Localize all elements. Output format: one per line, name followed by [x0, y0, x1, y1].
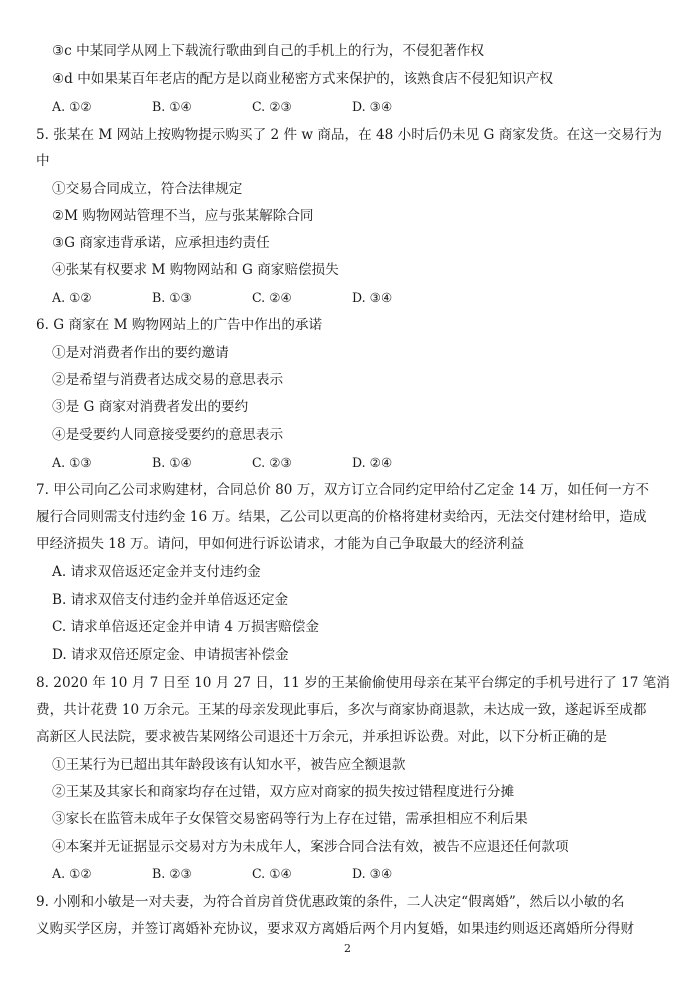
q5-statement-1: ①交易合同成立，符合法律规定	[52, 181, 243, 197]
q6-statement-4: ④是受要约人同意接受要约的意思表示	[52, 427, 284, 443]
q8-statement-2: ②王某及其家长和商家均存在过错，双方应对商家的损失按过错程度进行分摊	[52, 784, 515, 800]
q4-options	[52, 97, 392, 117]
q8-option-a: A. ①②	[52, 866, 92, 881]
q6-option-a: A. ①③	[52, 455, 92, 470]
q8-option-b: B. ②③	[152, 866, 192, 881]
q8-option-c: C. ①④	[252, 866, 292, 881]
q5-option-a: A. ①②	[52, 290, 92, 305]
q8-stem-line-2: 费，共计花费 10 万余元。王某的母亲发现此事后，多次与商家协商退款，未达成一致，遂起诉至成都	[36, 702, 647, 718]
q7-option-c: C. 请求单倍返还定金并申请 4 万损害赔偿金	[52, 619, 319, 635]
q6-statement-3: ③是 G 商家对消费者发出的要约	[52, 399, 249, 415]
q7-stem-line-1: 7. 甲公司向乙公司求购建材，合同总价 80 万，双方订立合同约定甲给付乙定金 14 万，如任何一方不	[36, 482, 649, 498]
q4-option-a: A. ①②	[52, 99, 92, 114]
q8-option-d: D. ③④	[352, 866, 393, 881]
q7-option-a: A. 请求双倍返还定金并支付违约金	[52, 564, 261, 580]
q8-stem-line-3: 高新区人民法院，要求被告某网络公司退还十万余元，并承担诉讼费。对此，以下分析正确的是	[36, 729, 607, 745]
q5-option-c: C. ②④	[252, 290, 292, 305]
q4-option-b: B. ①④	[152, 99, 192, 114]
q9-stem-line-1: 9. 小刚和小敏是一对夫妻，为符合首房首贷优惠政策的条件，二人决定“假离婚”，然后以小敏的名	[36, 894, 625, 910]
q5-statement-2: ②M 购物网站管理不当，应与张某解除合同	[52, 208, 314, 224]
q8-stem-line-1: 8. 2020 年 10 月 7 日至 10 月 27 日，11 岁的王某偷偷使用母亲在某平台绑定的手机号进行了 17 笔消	[36, 675, 670, 691]
q8-statement-3: ③家长在监管未成年子女保管交易密码等行为上存在过错，需承担相应不利后果	[52, 811, 528, 827]
q8-statement-1: ①王某行为已超出其年龄段该有认知水平，被告应全额退款	[52, 757, 406, 773]
q7-option-b: B. 请求双倍支付违约金并单倍返还定金	[52, 592, 289, 608]
q4-option-d: D. ③④	[352, 99, 393, 114]
q6-statement-1: ①是对消费者作出的要约邀请	[52, 345, 229, 361]
q6-option-d: D. ②④	[352, 455, 393, 470]
q6-option-c: C. ②③	[252, 455, 292, 470]
q7-stem-line-3: 甲经济损失 18 万。请问，甲如何进行诉讼请求，才能为自己争取最大的经济利益	[36, 536, 525, 552]
q8-options	[52, 864, 392, 884]
q8-statement-4: ④本案并无证据显示交易对方为未成年人，案涉合同合法有效，被告不应退还任何款项	[52, 839, 569, 855]
q7-option-d: D. 请求双倍还原定金、申请损害补偿金	[52, 647, 289, 663]
q6-options	[52, 453, 392, 473]
q7-stem-line-2: 履行合同则需支付违约金 16 万。结果，乙公司以更高的价格将建材卖给丙，无法交付建材给甲，造成	[36, 509, 647, 525]
q5-option-d: D. ③④	[352, 290, 393, 305]
q5-stem-line-2: 中	[36, 153, 50, 169]
q5-statement-4: ④张某有权要求 M 购物网站和 G 商家赔偿损失	[52, 262, 339, 278]
q4-statement-4: ④d 中如果某百年老店的配方是以商业秘密方式来保护的，该熟食店不侵犯知识产权	[52, 71, 553, 87]
q5-stem-line-1: 5. 张某在 M 网站上按购物提示购买了 2 件 w 商品，在 48 小时后仍未见 G 商家发货。在这一交易行为	[36, 127, 662, 143]
q4-option-c: C. ②③	[252, 99, 292, 114]
q6-statement-2: ②是希望与消费者达成交易的意思表示	[52, 372, 284, 388]
page-number: 2	[344, 942, 351, 955]
q6-option-b: B. ①④	[152, 455, 192, 470]
q5-statement-3: ③G 商家违背承诺，应承担违约责任	[52, 235, 270, 251]
q6-stem: 6. G 商家在 M 购物网站上的广告中作出的承诺	[36, 317, 323, 333]
q5-option-b: B. ①③	[152, 290, 192, 305]
q9-stem-line-2: 义购买学区房，并签订离婚补充协议，要求双方离婚后两个月内复婚，如果违约则返还离婚所分得财	[36, 921, 635, 937]
q5-options	[52, 288, 392, 308]
q4-statement-3: ③c 中某同学从网上下载流行歌曲到自己的手机上的行为，不侵犯著作权	[52, 43, 484, 59]
